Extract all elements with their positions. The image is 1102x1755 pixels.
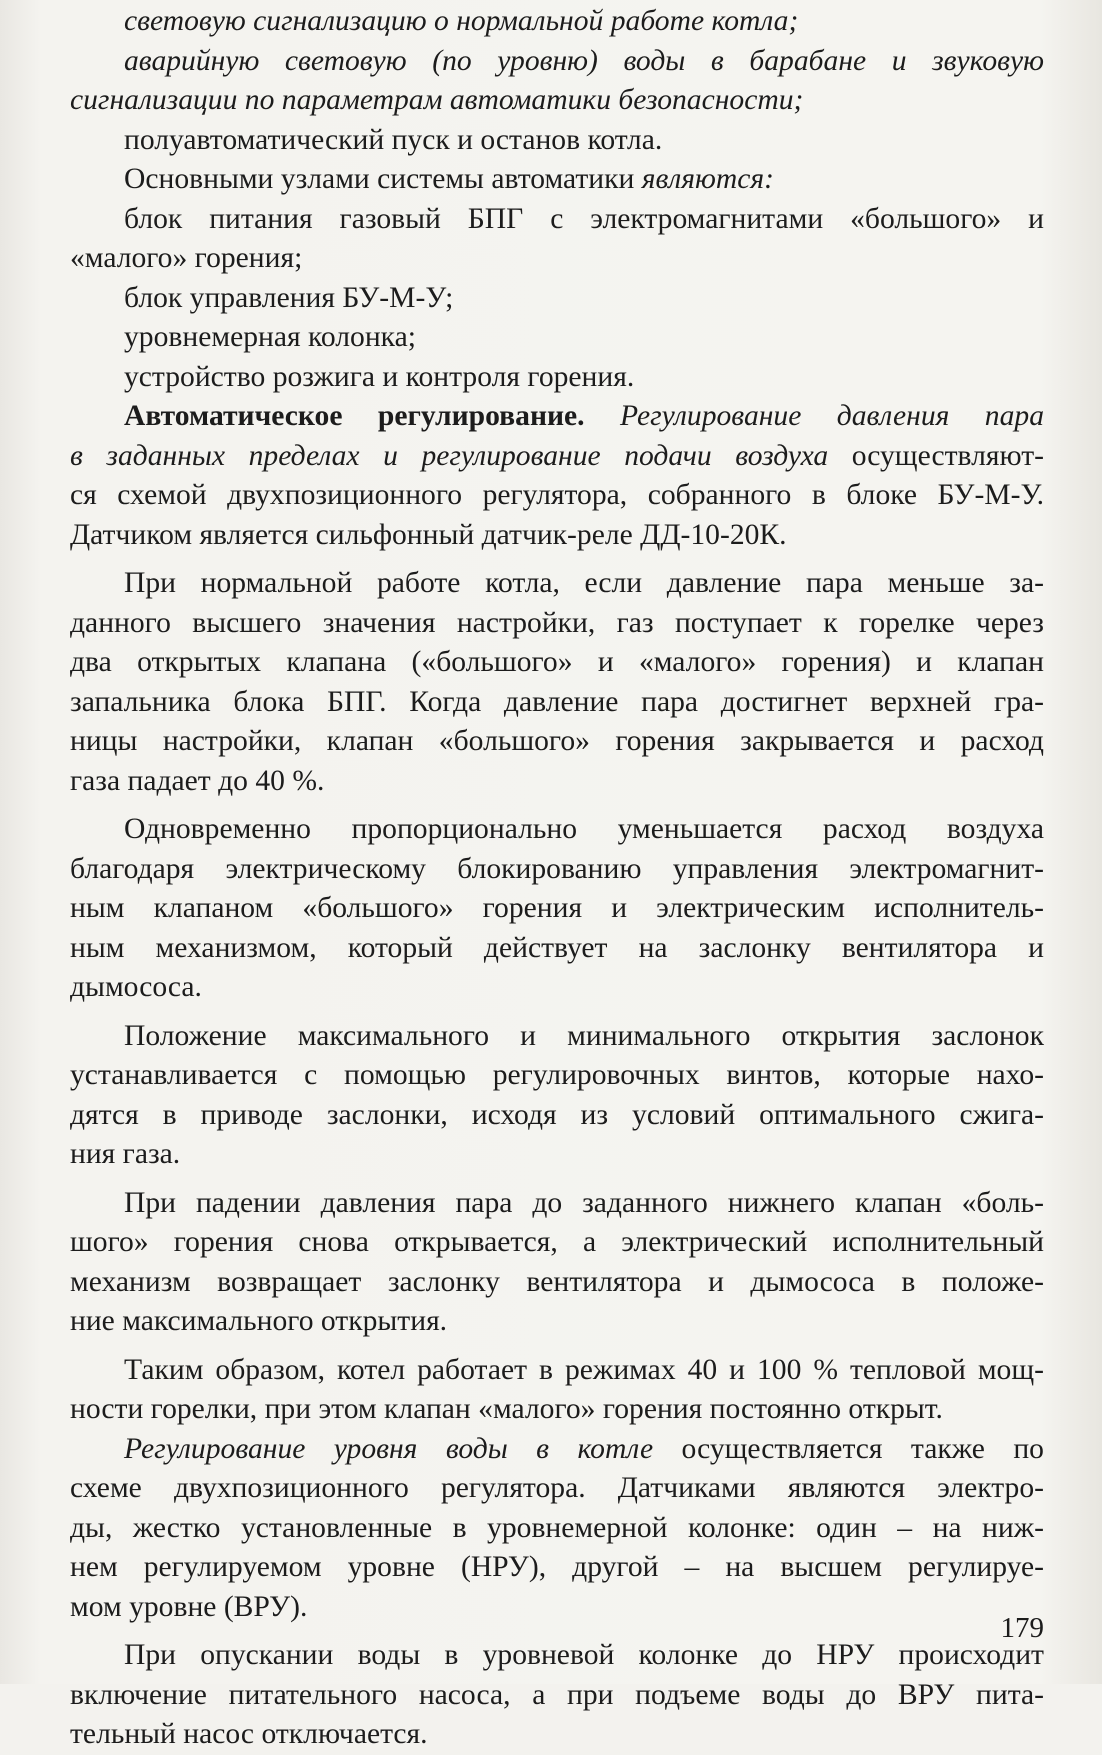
text-line: ды, жестко установленные в уровнемерной колонке: один – на ниж- [70, 1511, 1044, 1544]
text-line: При падении давления пара до заданного нижнего клапан «боль- [124, 1186, 1044, 1219]
text-line: аварийную световую (по уровню) воды в барабане и звуковую [124, 44, 1044, 77]
text-line: ницы настройки, клапан «большого» горения закрывается и расход [70, 725, 1044, 757]
text-line: блок управления БУ-М-У; [124, 281, 454, 314]
text-line [70, 437, 1044, 477]
text-line: дятся в приводе заслонки, исходя из условий оптимального сжига- [70, 1098, 1044, 1131]
text-line: Положение максимального и минимального открытия заслонок [124, 1019, 1044, 1052]
text-run-italic: Регулирование уровня воды в котле [124, 1432, 654, 1465]
text-line: блок питания газовый БПГ с электромагнитами «большого» и [124, 202, 1044, 235]
text-line: «малого» горения; [70, 242, 303, 274]
text-line: ным клапаном «большого» горения и электрическим исполнитель- [70, 892, 1044, 924]
text-run-italic: Регулирование давления пара [584, 400, 1044, 432]
text-line: шого» горения снова открывается, а электрический исполнительный [70, 1226, 1044, 1258]
text-line: данного высшего значения настройки, газ поступает к горелке через [70, 606, 1044, 639]
text-line: Одновременно пропорционально уменьшается расход воздуха [124, 813, 1044, 845]
text-line: ным механизмом, который действует на заслонку вентилятора и [70, 931, 1044, 964]
text-line: уровнемерная колонка; [124, 321, 416, 353]
text-line: ние максимального открытия. [70, 1305, 448, 1337]
text-line [70, 160, 1044, 200]
text-line: включение питательного насоса, а при подъеме воды до ВРУ пита- [70, 1678, 1044, 1711]
text-run-italic: являются: [641, 163, 775, 195]
text-line: два открытых клапана («большого» и «малого» горения) и клапан [70, 646, 1044, 678]
text-line: устанавливается с помощью регулировочных винтов, которые нахо- [70, 1059, 1044, 1091]
text-line: Датчиком является сильфонный датчик-реле ДД-10-20К. [70, 518, 787, 551]
text-line: ся схемой двухпозиционного регулятора, собранного в блоке БУ-М-У. [70, 479, 1044, 511]
text-line: сигнализации по параметрам автоматики безопасности; [70, 84, 804, 116]
text-line: тельный насос отключается. [70, 1718, 428, 1750]
text-line [70, 1430, 1044, 1470]
text-line: механизм возвращает заслонку вентилятора и дымососа в положе- [70, 1265, 1044, 1298]
text-line: При опускании воды в уровневой колонке до НРУ происходит [124, 1639, 1044, 1671]
text-run: Основными узлами системы автоматики [124, 163, 642, 195]
text-line: газа падает до 40 %. [70, 764, 325, 797]
text-line: запальника блока БПГ. Когда давление пара достигнет верхней гра- [70, 685, 1044, 718]
text-line [70, 397, 1044, 437]
text-line: Таким образом, котел работает в режимах 40 и 100 % тепловой мощ- [124, 1353, 1044, 1386]
page-number: 179 [1000, 1612, 1044, 1644]
text-line: схеме двухпозиционного регулятора. Датчиками являются электро- [70, 1472, 1044, 1504]
section-heading: Автоматическое регулирование. [124, 400, 585, 432]
text-line: устройство розжига и контроля горения. [124, 360, 635, 393]
text-line: благодаря электрическому блокированию управления электромагнит- [70, 852, 1044, 885]
text-line: дымососа. [70, 971, 202, 1003]
body-text [70, 2, 1044, 1755]
text-run: осуществляется также по [653, 1432, 1044, 1465]
text-line: ния газа. [70, 1138, 181, 1170]
text-line: световую сигнализацию о нормальной работе котла; [124, 5, 799, 37]
text-run: осуществляют- [828, 439, 1044, 472]
text-run-italic: в заданных пределах и регулирование подачи воздуха [70, 439, 829, 472]
text-line: полуавтоматический пуск и останов котла. [124, 123, 663, 156]
text-line: ности горелки, при этом клапан «малого» горения постоянно открыт. [70, 1393, 943, 1425]
text-line: мом уровне (ВРУ). [70, 1590, 308, 1623]
text-line: нем регулируемом уровне (НРУ), другой – на высшем регулируе- [70, 1551, 1044, 1583]
text-line: При нормальной работе котла, если давление пара меньше за- [124, 567, 1044, 599]
